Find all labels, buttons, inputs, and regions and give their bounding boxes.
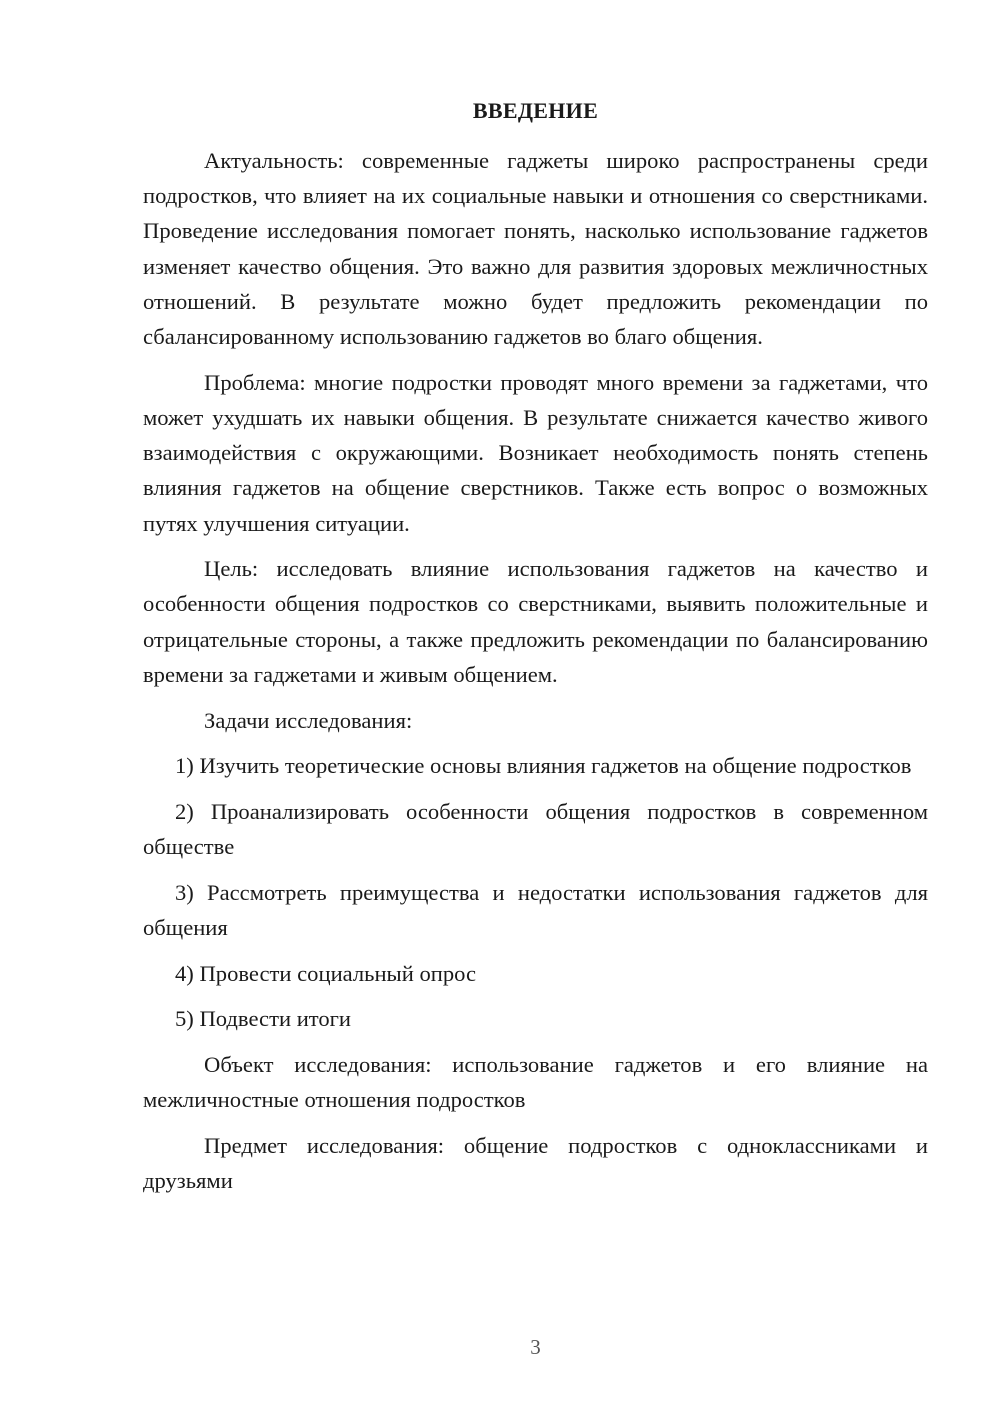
section-heading: ВВЕДЕНИЕ (472, 98, 599, 123)
page-number: 3 (530, 1335, 541, 1359)
task-item-5: 5) Подвести итоги (175, 1006, 352, 1032)
paragraph-relevance: Актуальность: современные гаджеты широко распространены среди подростков, что влияет на их социальные навыки и отношения со сверстниками. Проведение исследования помогает понять, насколько использование гаджетов изменяет качество общения. Это важно для развития здоровых межличностных отношений. В результате можно будет предложить рекомендации по сбалансированному использованию гаджетов во благо общения. (143, 148, 928, 350)
paragraph-problem: Проблема: многие подростки проводят много времени за гаджетами, что может ухудшать их навыки общения. В результате снижается качество живого взаимодействия с окружающими. Возникает необходимость понять степень влияния гаджетов на общение сверстников. Также есть вопрос о возможных путях улучшения ситуации. (143, 369, 928, 536)
task-item-1: 1) Изучить теоретические основы влияния гаджетов на общение подростков (175, 753, 912, 779)
paragraph-goal: Цель: исследовать влияние использования гаджетов на качество и особенности общения подростков со сверстниками, выявить положительные и отрицательные стороны, а также предложить рекомендации по балансированию времени за гаджетами и живым общением. (143, 556, 928, 687)
document-body (143, 143, 928, 1209)
task-item-4: 4) Провести социальный опрос (175, 960, 477, 986)
task-item-3: 3) Рассмотреть преимущества и недостатки использования гаджетов для общения (143, 879, 928, 941)
task-item-2: 2) Проанализировать особенности общения подростков в современном обществе (143, 798, 928, 860)
paragraph-object: Объект исследования: использование гаджетов и его влияние на межличностные отношения подростков (143, 1052, 928, 1113)
paragraph-tasks-heading: Задачи исследования: (204, 707, 413, 733)
paragraph-subject: Предмет исследования: общение подростков с одноклассниками и друзьями (143, 1133, 928, 1194)
